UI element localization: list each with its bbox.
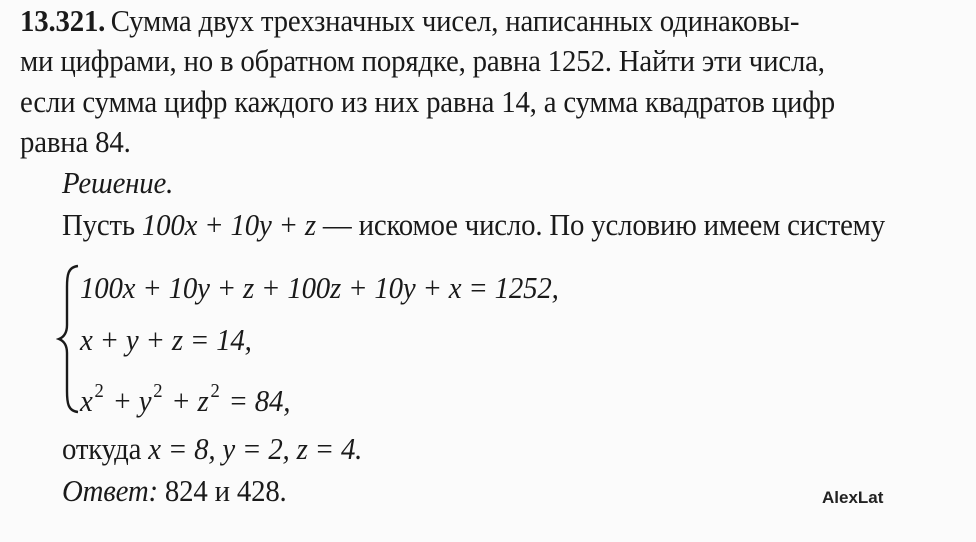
eq3-plus-1: + [105,383,139,418]
problem-text-1: Сумма двух трехзначных чисел, написанных одинаковы- [110,3,800,38]
eq3-rhs: = 84, [221,383,291,418]
eq3-exp-x: 2 [94,380,104,402]
equation-1: 100x + 10y + z + 100z + 10y + x = 1252, [80,270,559,305]
result-values: x = 8, y = 2, z = 4. [148,431,363,466]
eq3-y: y [138,383,152,418]
problem-number: 13.321. [20,3,106,38]
problem-line-3: если сумма цифр каждого из них равна 14, а сумма квадратов цифр [20,84,835,119]
equation-2: x + y + z = 14, [80,322,252,357]
intro-expression: 100x + 10y + z [141,207,316,242]
intro-start: Пусть [62,207,142,242]
solution-heading: Решение. [62,165,174,200]
result-label: откуда [62,431,149,466]
watermark: AlexLat [822,488,884,507]
eq3-z: z [197,383,209,418]
solution-intro [62,208,885,242]
problem-line-2: ми цифрами, но в обратном порядке, равна 1252. Найти эти числа, [20,43,825,78]
eq3-plus-2: + [164,383,198,418]
answer-line [62,474,287,508]
intro-end: — искомое число. По условию имеем систему [315,207,885,242]
eq3-x: x [80,383,93,418]
answer-label: Ответ: [62,473,158,508]
equation-3 [80,374,290,418]
problem-line-4: равна 84. [20,124,131,159]
answer-value: 824 и 428. [157,473,287,508]
system-brace [56,263,82,415]
eq3-exp-y: 2 [153,380,163,402]
eq3-exp-z: 2 [210,380,220,402]
result-line [62,432,362,466]
problem-line-1 [20,4,799,38]
